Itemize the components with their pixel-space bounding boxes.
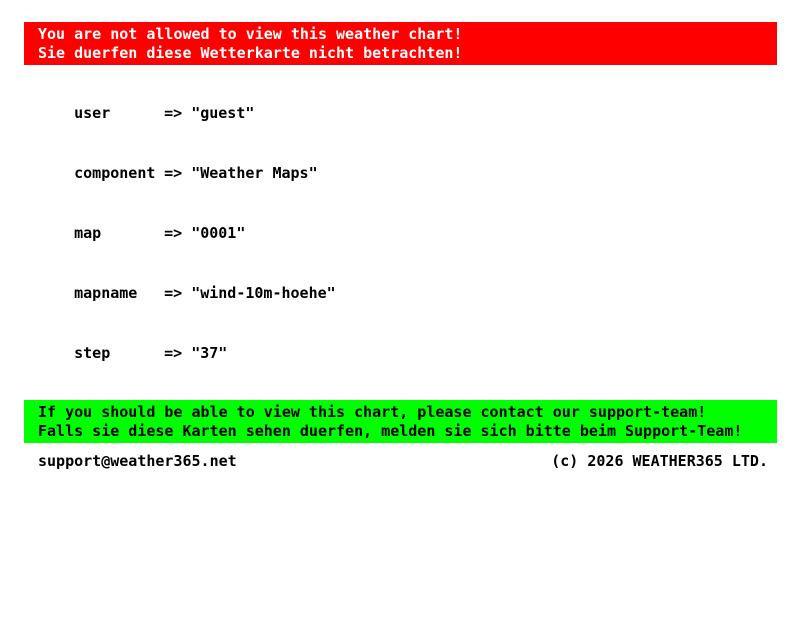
detail-value: "wind-10m-hoehe" xyxy=(191,284,336,302)
support-message-en: If you should be able to view this chart, please contact our support-team! xyxy=(38,403,707,421)
detail-row-step xyxy=(38,323,800,383)
detail-key: user xyxy=(74,104,111,122)
detail-key: step xyxy=(74,344,111,362)
detail-value: "Weather Maps" xyxy=(191,164,318,182)
support-email: support@weather365.net xyxy=(38,452,237,470)
detail-key: map xyxy=(74,224,102,242)
arrow-glyph: => xyxy=(164,344,183,362)
detail-key: component xyxy=(74,164,156,182)
access-denied-banner xyxy=(24,22,777,65)
detail-key: mapname xyxy=(74,284,138,302)
arrow-glyph: => xyxy=(164,284,183,302)
detail-row-map xyxy=(38,203,800,263)
detail-row-user xyxy=(38,83,800,143)
arrow-glyph: => xyxy=(164,104,183,122)
detail-value: "guest" xyxy=(191,104,255,122)
support-info-banner xyxy=(24,400,777,443)
request-details xyxy=(38,83,800,383)
copyright-text: (c) 2026 WEATHER365 LTD. xyxy=(551,452,768,470)
arrow-glyph: => xyxy=(164,224,183,242)
detail-row-mapname xyxy=(38,263,800,323)
denied-message-de: Sie duerfen diese Wetterkarte nicht betrachten! xyxy=(38,44,463,62)
detail-value: "0001" xyxy=(191,224,246,242)
detail-row-component xyxy=(38,143,800,203)
arrow-glyph: => xyxy=(164,164,183,182)
denied-message-en: You are not allowed to view this weather chart! xyxy=(38,25,463,43)
footer xyxy=(38,451,768,471)
detail-value: "37" xyxy=(191,344,228,362)
support-message-de: Falls sie diese Karten sehen duerfen, melden sie sich bitte beim Support-Team! xyxy=(38,422,743,440)
